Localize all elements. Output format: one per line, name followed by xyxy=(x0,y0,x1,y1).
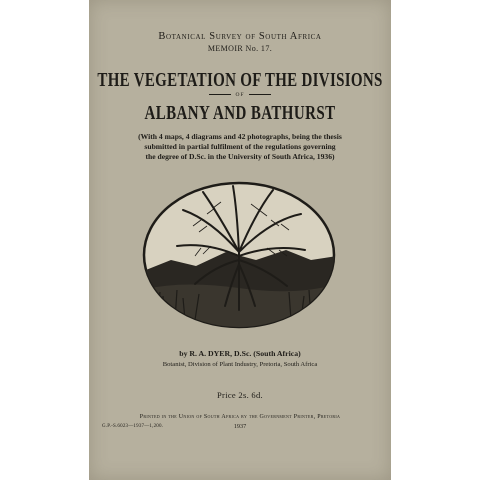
title-of-divider xyxy=(89,92,391,98)
palm-illustration xyxy=(141,180,337,330)
author-role: Botanist, Division of Plant Industry, Pretoria, South Africa xyxy=(162,361,318,368)
printer-line: Printed in the Union of South Africa by the Government Printer, Pretoria xyxy=(139,414,341,420)
description-line: (With 4 maps, 4 diagrams and 42 photographs, being the thesis xyxy=(138,132,342,141)
title-of-word: OF xyxy=(235,92,245,98)
book-cover xyxy=(89,0,391,480)
publication-year: 1937 xyxy=(233,423,247,430)
description-line: submitted in partial fulfilment of the regulations governing xyxy=(144,142,336,151)
print-code: G.P.-S.6023—1937—1,200. xyxy=(102,424,164,429)
divider-line-right xyxy=(249,94,271,95)
price-label: Price 2s. 6d. xyxy=(217,390,263,400)
memoir-number: MEMOIR No. 17. xyxy=(207,44,273,53)
description-block xyxy=(103,132,377,162)
author-line: by R. A. DYER, D.Sc. (South Africa) xyxy=(179,349,301,358)
main-title-line1: THE VEGETATION OF THE DIVISIONS xyxy=(97,70,383,92)
description-line: the degree of D.Sc. in the University of South Africa, 1936) xyxy=(145,152,335,161)
main-title-line2: ALBANY AND BATHURST xyxy=(144,103,336,125)
series-title: Botanical Survey of South Africa xyxy=(158,31,322,42)
divider-line-left xyxy=(209,94,231,95)
